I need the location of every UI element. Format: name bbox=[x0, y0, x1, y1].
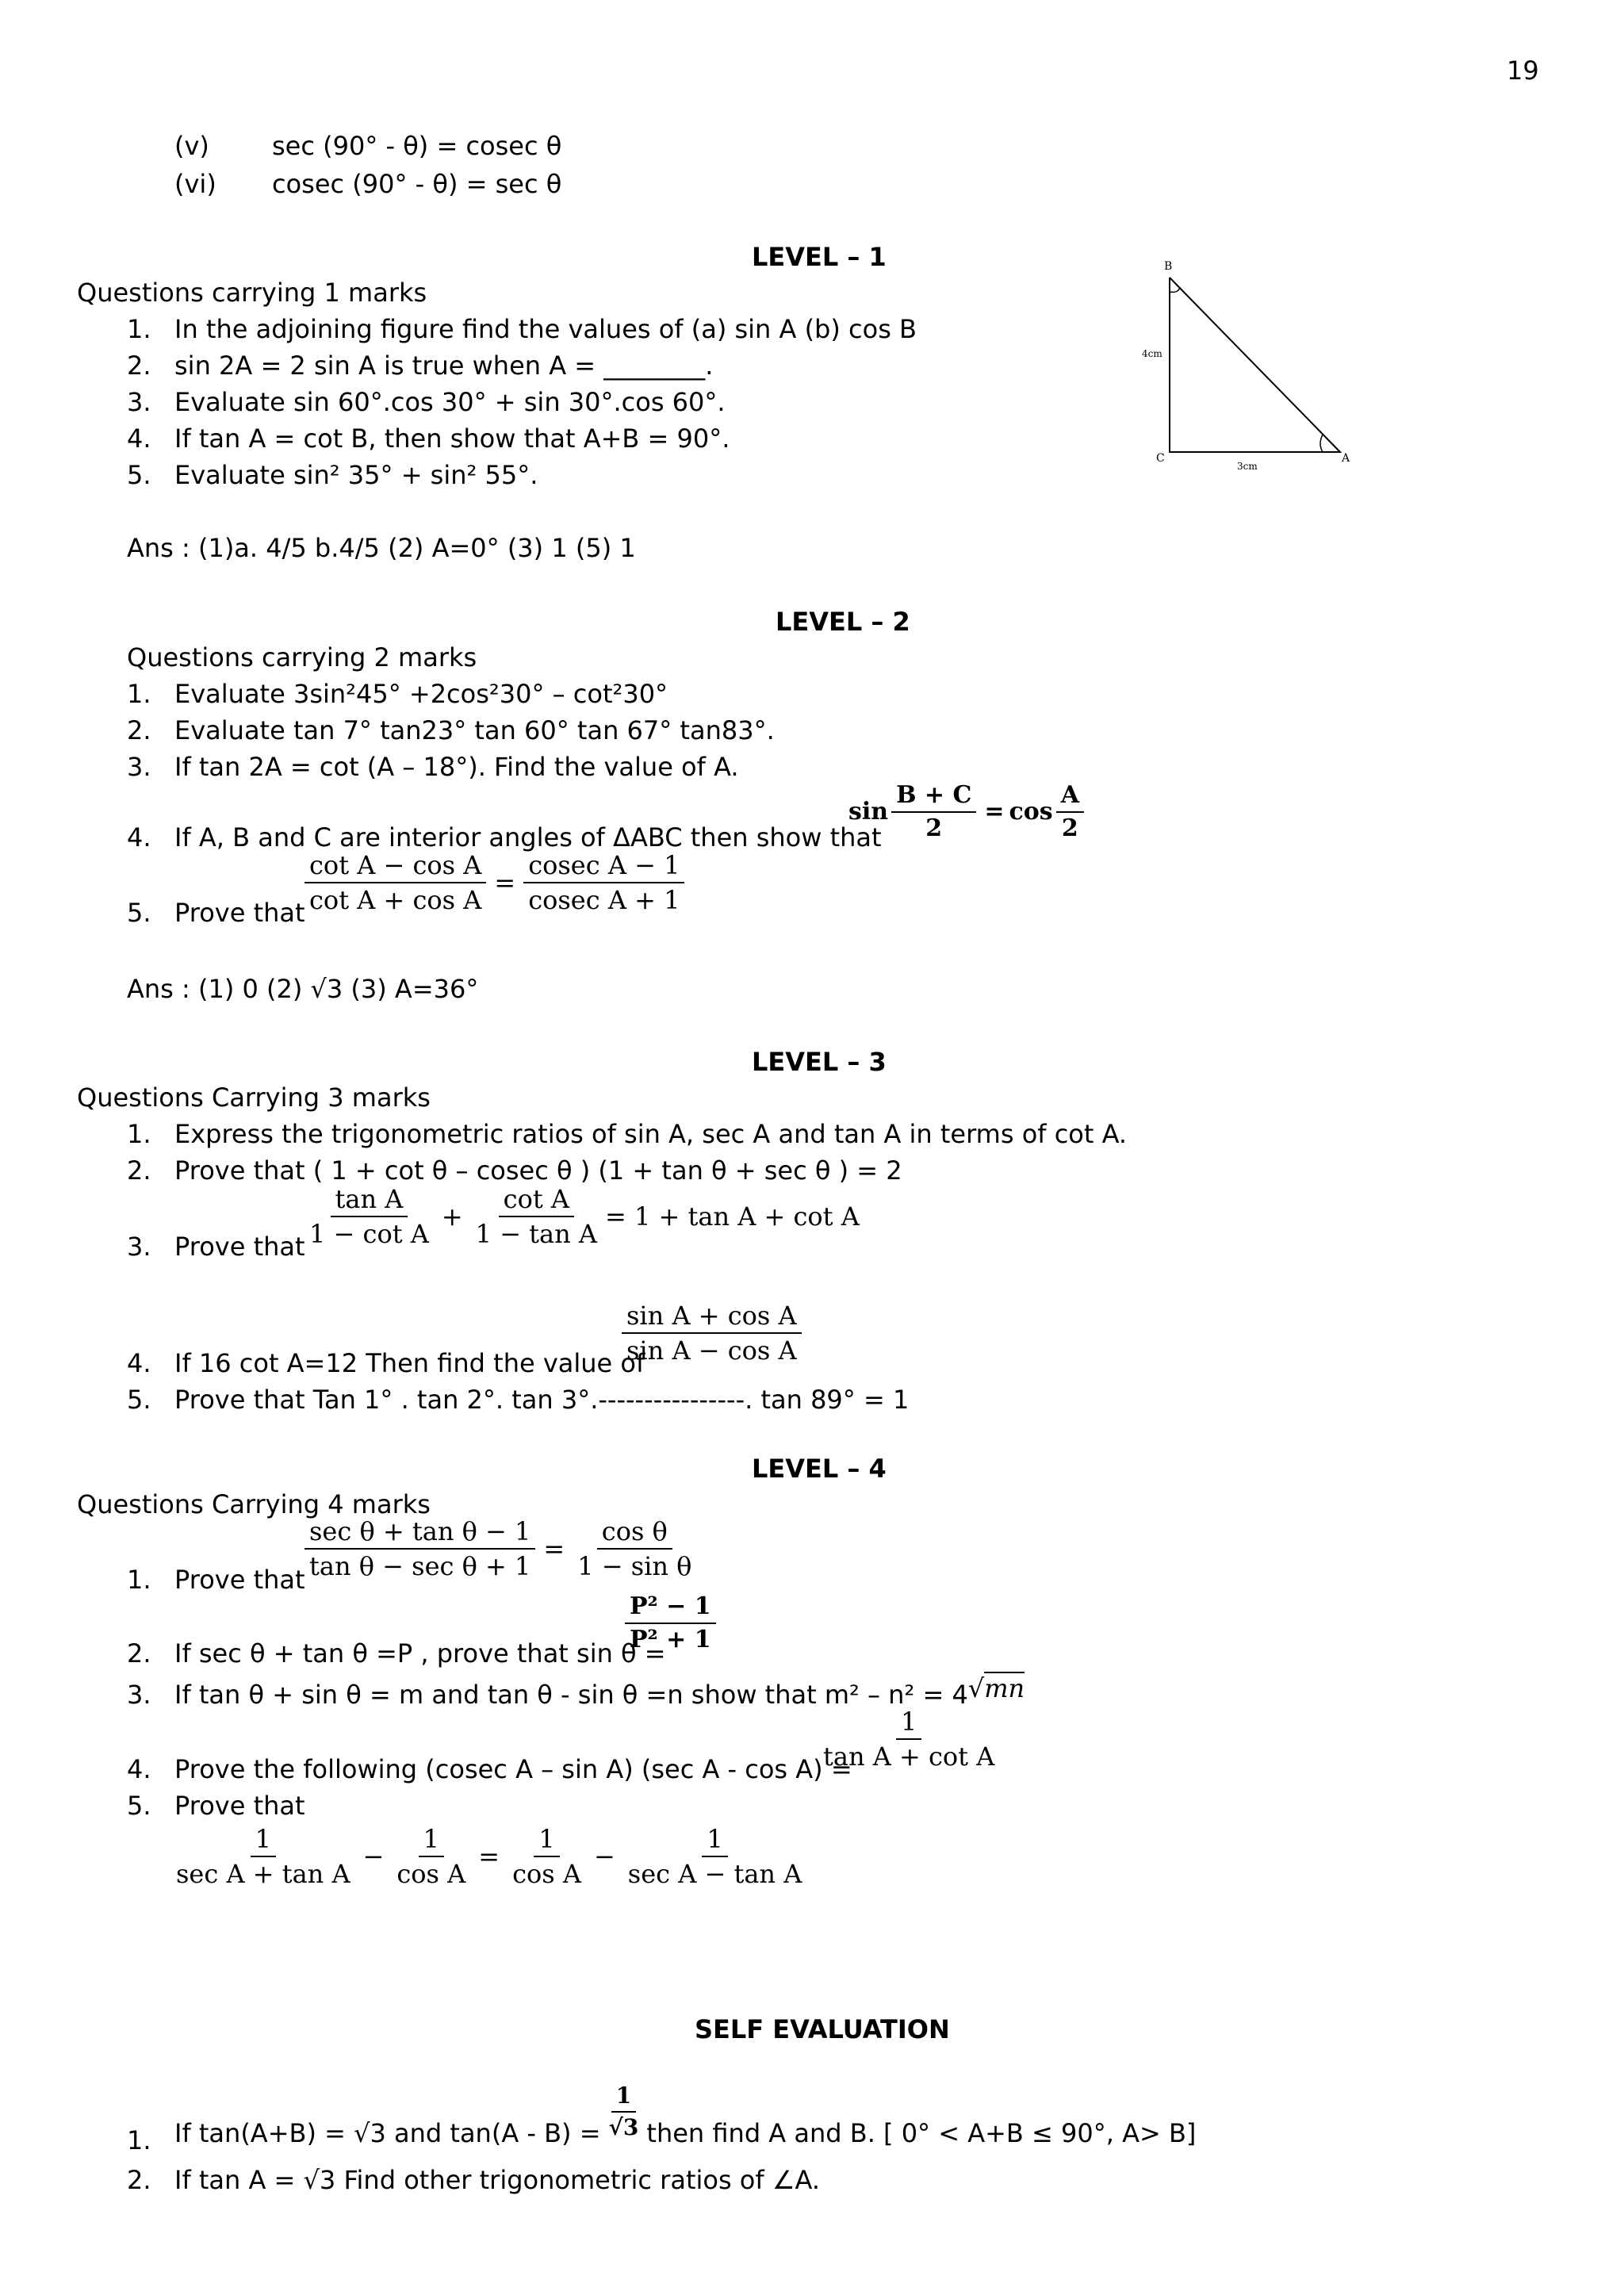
identity-label-v: (v) bbox=[174, 131, 209, 161]
level3-q1: Express the trigonometric ratios of sin A, sec A and tan A in terms of cot A. bbox=[174, 1119, 1128, 1149]
level2-q4-formula bbox=[848, 781, 1087, 843]
fraction bbox=[623, 1824, 807, 1890]
numerator: sec θ + tan θ − 1 bbox=[304, 1516, 535, 1550]
fraction bbox=[304, 1516, 535, 1582]
level2-q1: Evaluate 3sin²45° +2cos²30° – cot²30° bbox=[174, 679, 668, 709]
denominator: cosec A + 1 bbox=[528, 885, 680, 916]
level4-q5-formula bbox=[168, 1824, 810, 1890]
fraction bbox=[573, 1516, 696, 1582]
numerator: B + C bbox=[891, 781, 976, 813]
level4-num-5: 5. bbox=[127, 1791, 151, 1821]
level3-heading: Questions Carrying 3 marks bbox=[77, 1082, 431, 1113]
level2-q5-formula bbox=[301, 850, 688, 916]
level1-q3: Evaluate sin 60°.cos 30° + sin 30°.cos 60°. bbox=[174, 387, 726, 417]
level2-num-2: 2. bbox=[127, 715, 151, 745]
self-eval-num-1: 1. bbox=[127, 2125, 151, 2155]
level1-q4: If tan A = cot B, then show that A+B = 90°. bbox=[174, 423, 730, 454]
level4-heading: Questions Carrying 4 marks bbox=[77, 1489, 431, 1519]
minus-sign: − bbox=[362, 1841, 385, 1872]
level3-num-5: 5. bbox=[127, 1385, 151, 1415]
level3-num-2: 2. bbox=[127, 1155, 151, 1186]
level3-num-1: 1. bbox=[127, 1119, 151, 1149]
level4-q3: If tan θ + sin θ = m and tan θ - sin θ =n show that m² – n² = 4 bbox=[174, 1680, 968, 1710]
numerator: 1 bbox=[534, 1824, 559, 1857]
denominator: 2 bbox=[925, 814, 943, 842]
self-eval-num-2: 2. bbox=[127, 2165, 151, 2195]
equals-sign: = bbox=[543, 1534, 565, 1565]
level4-q1: Prove that bbox=[174, 1565, 305, 1595]
self-eval-q1 bbox=[174, 2082, 1197, 2149]
level3-q5: Prove that Tan 1° . tan 2°. tan 3°.----------------. tan 89° = 1 bbox=[174, 1385, 910, 1415]
self-eval-title: SELF EVALUATION bbox=[695, 2014, 950, 2044]
self-eval-q2: If tan A = √3 Find other trigonometric ratios of ∠A. bbox=[174, 2165, 820, 2195]
level2-q4: If A, B and C are interior angles of ΔABC then show that bbox=[174, 822, 882, 852]
level4-title: LEVEL – 4 bbox=[752, 1454, 887, 1484]
denominator: sin A − cos A bbox=[626, 1335, 797, 1366]
fraction bbox=[392, 1824, 470, 1890]
level3-q4: If 16 cot A=12 Then find the value of bbox=[174, 1348, 645, 1378]
fraction bbox=[304, 850, 486, 916]
level4-num-1: 1. bbox=[127, 1565, 151, 1595]
numerator: cot A − cos A bbox=[304, 850, 486, 883]
level4-q4-formula bbox=[815, 1707, 1002, 1772]
fraction bbox=[171, 1824, 355, 1890]
denominator: 1 − sin θ bbox=[577, 1551, 692, 1582]
level1-num-4: 4. bbox=[127, 423, 151, 454]
side-ca-label: 3cm bbox=[1237, 461, 1258, 472]
level3-q4-formula bbox=[619, 1301, 805, 1366]
denominator: 1 − tan A bbox=[475, 1219, 597, 1250]
numerator: sin A + cos A bbox=[622, 1301, 802, 1334]
vertex-b-label: B bbox=[1164, 260, 1173, 273]
equals-sign: = bbox=[478, 1841, 500, 1872]
level2-num-3: 3. bbox=[127, 752, 151, 782]
level4-q1-formula bbox=[301, 1516, 699, 1582]
vertex-a-label: A bbox=[1342, 452, 1350, 465]
denominator: cos A bbox=[396, 1859, 466, 1890]
level2-num-4: 4. bbox=[127, 822, 151, 852]
level3-q3: Prove that bbox=[174, 1232, 305, 1262]
level4-num-2: 2. bbox=[127, 1638, 151, 1669]
cos-text: cos bbox=[1009, 798, 1053, 826]
fraction bbox=[622, 1301, 802, 1366]
level1-q2: sin 2A = 2 sin A is true when A = ________. bbox=[174, 351, 714, 381]
level4-q2: If sec θ + tan θ =P , prove that sin θ = bbox=[174, 1638, 666, 1669]
level1-num-2: 2. bbox=[127, 351, 151, 381]
numerator: P² − 1 bbox=[625, 1592, 716, 1624]
level2-num-1: 1. bbox=[127, 679, 151, 709]
denominator: sec A − tan A bbox=[627, 1859, 802, 1890]
level3-q2: Prove that ( 1 + cot θ – cosec θ ) (1 + tan θ + sec θ ) = 2 bbox=[174, 1155, 902, 1186]
right-triangle-figure bbox=[1126, 254, 1364, 476]
page-number: 19 bbox=[1507, 56, 1539, 86]
level3-num-3: 3. bbox=[127, 1232, 151, 1262]
level2-q5: Prove that bbox=[174, 898, 305, 928]
level3-title: LEVEL – 3 bbox=[752, 1047, 887, 1077]
numerator: 1 bbox=[702, 1824, 727, 1857]
denominator: P² + 1 bbox=[630, 1626, 711, 1653]
denominator: 1 − cot A bbox=[309, 1219, 429, 1250]
level1-answers: Ans : (1)a. 4/5 b.4/5 (2) A=0° (3) 1 (5) 1 bbox=[127, 533, 636, 563]
equals-sign: = bbox=[494, 868, 516, 898]
numerator: cos θ bbox=[597, 1516, 672, 1550]
level1-num-5: 5. bbox=[127, 460, 151, 490]
fraction bbox=[625, 1592, 716, 1654]
level4-num-3: 3. bbox=[127, 1680, 151, 1710]
level4-num-4: 4. bbox=[127, 1754, 151, 1784]
level1-title: LEVEL – 1 bbox=[752, 242, 887, 272]
numerator: 1 bbox=[896, 1707, 921, 1740]
radicand: mn bbox=[984, 1673, 1025, 1703]
fraction bbox=[508, 1824, 586, 1890]
denominator: cos A bbox=[512, 1859, 581, 1890]
level1-q5: Evaluate sin² 35° + sin² 55°. bbox=[174, 460, 538, 490]
numerator: A bbox=[1056, 781, 1084, 813]
side-bc-label: 4cm bbox=[1142, 348, 1162, 359]
fraction bbox=[1056, 781, 1084, 843]
rhs-expression: = 1 + tan A + cot A bbox=[605, 1201, 860, 1232]
identity-v: sec (90° - θ) = cosec θ bbox=[272, 131, 562, 161]
level3-num-4: 4. bbox=[127, 1348, 151, 1378]
denominator: tan θ − sec θ + 1 bbox=[309, 1551, 531, 1582]
denominator: tan A + cot A bbox=[823, 1741, 995, 1772]
numerator: cosec A − 1 bbox=[523, 850, 684, 883]
level4-q2-formula bbox=[622, 1592, 719, 1654]
self-eval-q1-post: then find A and B. [ 0° < A+B ≤ 90°, A> B] bbox=[646, 2118, 1197, 2149]
fraction bbox=[604, 2082, 644, 2140]
level2-heading: Questions carrying 2 marks bbox=[127, 642, 477, 672]
level2-q3: If tan 2A = cot (A – 18°). Find the value of A. bbox=[174, 752, 739, 782]
level2-title: LEVEL – 2 bbox=[776, 607, 910, 637]
sin-text: sin bbox=[848, 798, 889, 826]
numerator: 1 bbox=[251, 1824, 276, 1857]
plus-sign: + bbox=[441, 1201, 463, 1232]
numerator: cot A bbox=[499, 1184, 574, 1217]
fraction bbox=[304, 1184, 434, 1250]
denominator: √3 bbox=[608, 2113, 639, 2140]
denominator: sec A + tan A bbox=[176, 1859, 350, 1890]
level4-q5: Prove that bbox=[174, 1791, 305, 1821]
numerator: 1 bbox=[419, 1824, 444, 1857]
level2-num-5: 5. bbox=[127, 898, 151, 928]
fraction bbox=[471, 1184, 602, 1250]
numerator: 1 bbox=[611, 2082, 636, 2113]
vertex-c-label: C bbox=[1156, 452, 1165, 465]
level2-q2: Evaluate tan 7° tan23° tan 60° tan 67° tan83°. bbox=[174, 715, 775, 745]
level3-q3-formula bbox=[301, 1184, 860, 1250]
level4-q3-line bbox=[174, 1673, 1025, 1710]
level1-num-1: 1. bbox=[127, 314, 151, 344]
level4-q4: Prove the following (cosec A – sin A) (sec A - cos A) = bbox=[174, 1754, 852, 1784]
sqrt-sign: √ bbox=[967, 1673, 985, 1703]
fraction bbox=[818, 1707, 999, 1772]
level1-heading: Questions carrying 1 marks bbox=[77, 278, 427, 308]
fraction bbox=[523, 850, 684, 916]
level1-q1: In the adjoining figure find the values of (a) sin A (b) cos B bbox=[174, 314, 917, 344]
identity-vi: cosec (90° - θ) = sec θ bbox=[272, 169, 562, 199]
identity-label-vi: (vi) bbox=[174, 169, 216, 199]
sqrt-expression bbox=[968, 1673, 1025, 1703]
equals-sign: = bbox=[984, 798, 1005, 826]
denominator: cot A + cos A bbox=[309, 885, 482, 916]
self-eval-q1-pre: If tan(A+B) = √3 and tan(A - B) = bbox=[174, 2118, 601, 2149]
denominator: 2 bbox=[1061, 814, 1078, 842]
fraction bbox=[891, 781, 976, 843]
numerator: tan A bbox=[331, 1184, 408, 1217]
level2-answers: Ans : (1) 0 (2) √3 (3) A=36° bbox=[127, 974, 479, 1004]
level1-num-3: 3. bbox=[127, 387, 151, 417]
minus-sign: − bbox=[593, 1841, 615, 1872]
